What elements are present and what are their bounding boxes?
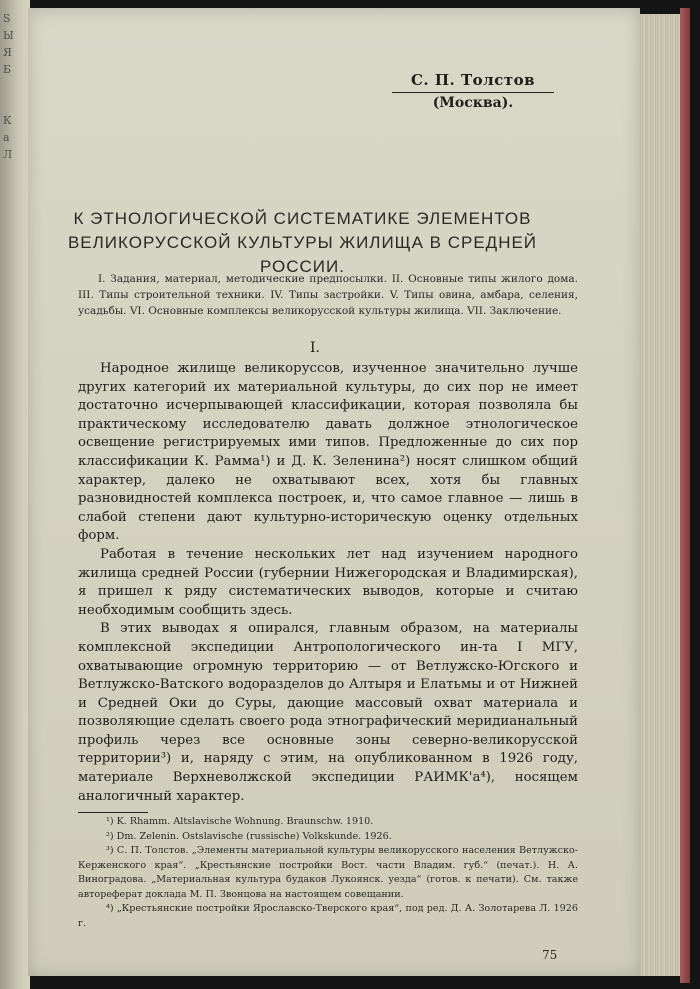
page-stack-edge [636,14,686,976]
body-paragraph: В этих выводах я опирался, главным образом, на материалы комплексной экспедиции Антропологического ин-та I МГУ, охватывающие огромную территорию — от Ветлужско-Югского и Ветлужско-Ватского водоразделов до Алтыря и Елатьмы и от Нижней и Средней Оки до Суры, дающие массовый охват материала и позволяющие сделать своего рода этнографический меридианальный профиль через все основные зоны северно-великорусской территории³) и, наряду с этим, на опубликованном в 1926 году, материале Верхневолжской экспедиции РАИМК'а⁴), носящем аналогичный характер. [78,621,578,804]
body-paragraph: Народное жилище великоруссов, изученное значительно лучше других категорий их материальной культуры, до сих пор не имеет достаточно исчерпывающей классификации, которая позволяла бы практическому исследователю давать должное этнологическое освещение регистрируемых ими типов. Предложенные до сих пор классификации К. Рамма¹) и Д. К. Зеленина²) носят слишком общий характер, далеко не охватывают всех, хотя бы главных разновидностей комплекса построек, и, что самое главное — лишь в слабой степени дают культурно-историческую оценку отдельных форм. [78,361,578,544]
footnote: ³) С. П. Толстов. „Элементы материальной культуры великорусского населения Ветлужско-Керженского края“. „Крестьянские постройки Вост. части Владим. губ.“ (печат.). Н. А. Виноградова. „Материальная культура будаков Лукоянск. уезда“ (готов. к печати). См. также автореферат доклада М. П. Звонцова на настоящем совещании. [78,845,578,900]
footnote: ¹) K. Rhamm. Altslavische Wohnung. Braunschw. 1910. [106,816,374,827]
footnote: ⁴) „Крестьянские постройки Ярославско-Тверского края“, под ред. Д. А. Золотарева Л. 1926 г. [78,903,578,929]
author-rule [392,92,554,93]
author-block [398,71,548,111]
body-paragraph: Работая в течение нескольких лет над изучением народного жилища средней России (губернии Нижегородская и Владимирская), я пришел к ряду систематических выводов, которые и считаю необходимым сообщить здесь. [78,546,578,618]
left-page-text: S Ы Я Б К а Л [3,12,15,161]
footnotes [78,815,578,931]
footnote-rule [78,812,148,813]
section-number: I. [310,340,320,356]
article-title: К ЭТНОЛОГИЧЕСКОЙ СИСТЕМАТИКЕ ЭЛЕМЕНТОВ ВЕЛИКОРУССКОЙ КУЛЬТУРЫ ЖИЛИЩА В СРЕДНЕЙ РОССИИ. [67,209,538,277]
footnote: ²) Dm. Zelenin. Ostslavische (russische) Volkskunde. 1926. [106,830,392,842]
author-city: (Москва). [432,95,514,111]
article-body [78,360,578,806]
author-name: С. П. Толстов [410,71,536,89]
book-cover-edge [680,8,690,983]
left-page-edge [0,0,30,989]
book-page [28,8,640,976]
page-number: 75 [542,948,558,962]
article-summary: I. Задания, материал, методические предпосылки. II. Основные типы жилого дома. III. Типы строительной техники. IV. Типы застройки. V. Типы овина, амбара, селения, усадьбы. VI. Основные комплексы великорусской культуры жилища. VII. Заключение. [78,273,578,317]
